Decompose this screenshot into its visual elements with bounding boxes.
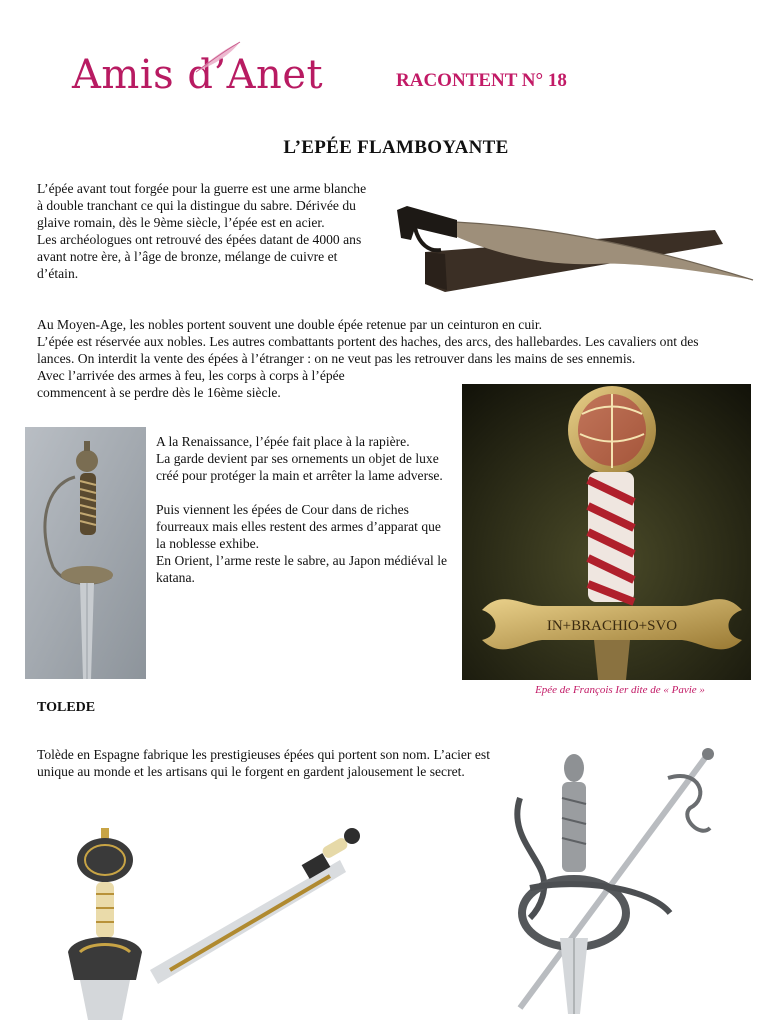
- page-title: L’EPÉE FLAMBOYANTE: [283, 137, 509, 158]
- cour-paragraph: Puis viennent les épées de Cour dans de riches fourreaux mais elles restent des armes d’apparat que la noblesse exhibe.: [156, 502, 441, 551]
- moyen-age-paragraph: Avec l’arrivée des armes à feu, les corps à corps à l’épée commencent à se perdre dès le 16ème siècle.: [37, 368, 345, 400]
- toledo-heading: TOLEDE: [37, 700, 96, 715]
- cour-paragraph: En Orient, l’arme reste le sabre, au Japon médiéval le katana.: [156, 553, 448, 585]
- intro-paragraph: L’épée avant tout forgée pour la guerre est une arme blanche à double tranchant ce qui la distingue du sabre. Dérivée du glaive romain, dès le 9ème siècle, l’épée est en acier.: [37, 181, 367, 230]
- toledo-paragraph: Tolède en Espagne fabrique les prestigieuses épées qui portent son nom. L’acier est unique au monde et les artisans qui le forgent en gardent jalousement le secret.: [37, 747, 490, 779]
- renaissance-paragraph: La garde devient par ses ornements un objet de luxe créé pour protéger la main et arrêter la lame adverse.: [156, 451, 443, 483]
- moyen-age-paragraph: L’épée est réservée aux nobles. Les autres combattants portent des haches, des arcs, des hallebardes. Les cavaliers ont des lances. On interdit la vente des épées à l’étranger : on ne veut pas les retrouver dans les mains de ses ennemis.: [37, 334, 699, 366]
- logo-text: Amis d’Anet: [72, 52, 324, 98]
- intro-text: [37, 180, 367, 282]
- quill-icon: [192, 40, 244, 74]
- falcata-sword-image: [385, 192, 760, 302]
- rapier-image: [25, 427, 146, 679]
- renaissance-text: [156, 433, 452, 586]
- renaissance-paragraph: A la Renaissance, l’épée fait place à la rapière.: [156, 434, 410, 449]
- toledo-text: [37, 746, 490, 780]
- toledo-rapiers-image: [500, 738, 730, 1014]
- toledo-gladius-image: [40, 820, 385, 1020]
- photo-caption: Epée de François Ier dite de « Pavie »: [535, 684, 705, 696]
- pavie-sword-image: [462, 384, 751, 680]
- intro-paragraph: Les archéologues ont retrouvé des épées datant de 4000 ans avant notre ère, à l’âge de bronze, mélange de cuivre et d’étain.: [37, 232, 362, 281]
- issue-number: RACONTENT N° 18: [396, 70, 567, 91]
- moyen-age-paragraph: Au Moyen-Age, les nobles portent souvent une double épée retenue par un ceinturon en cuir.: [37, 317, 543, 332]
- hilt-inscription: IN+BRACHIO+SVO: [546, 618, 678, 634]
